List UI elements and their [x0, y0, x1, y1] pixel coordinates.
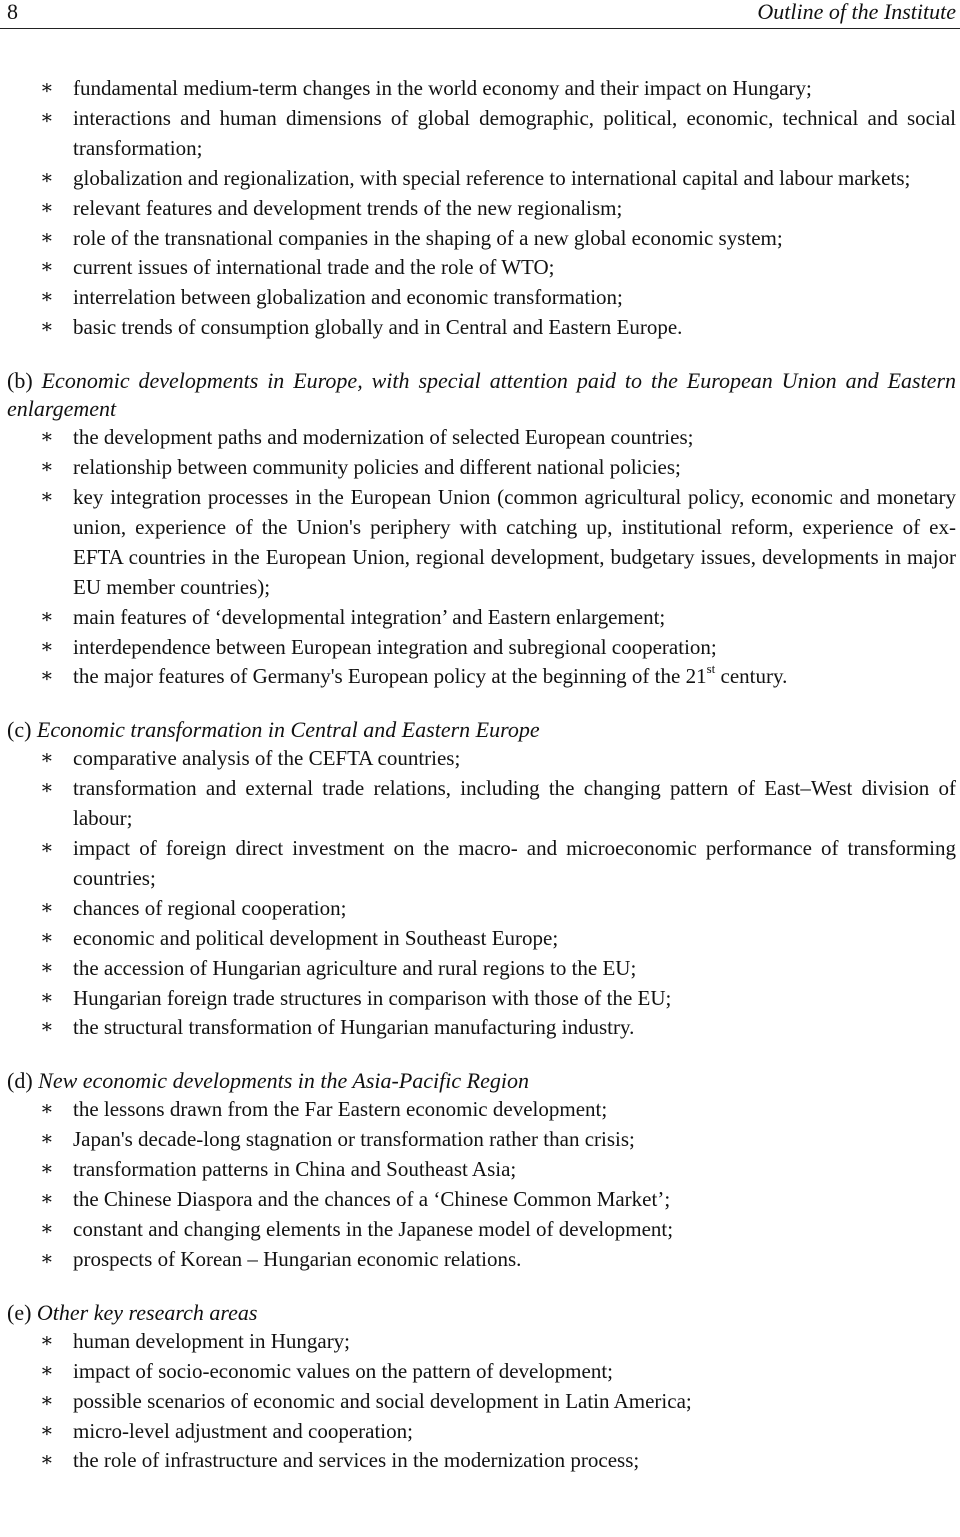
- asterisk-bullet-icon: ∗: [40, 986, 54, 1009]
- list-item-text: constant and changing elements in the Japanese model of development;: [73, 1217, 674, 1241]
- list-item-text: current issues of international trade and the role of WTO;: [73, 255, 555, 280]
- page-header: [0, 0, 960, 29]
- asterisk-bullet-icon: ∗: [40, 166, 54, 189]
- list-item: [0, 1095, 960, 1125]
- asterisk-bullet-icon: ∗: [40, 1016, 54, 1039]
- list-item-text: interactions and human dimensions of global demographic, political, economic, technical and social transformation;: [73, 105, 956, 160]
- list-item: [0, 1327, 960, 1357]
- list-item: [0, 1125, 960, 1155]
- list-item-text: main features of ‘developmental integration’ and Eastern enlargement;: [73, 604, 666, 629]
- list-item: [0, 194, 960, 224]
- asterisk-bullet-icon: ∗: [40, 106, 54, 129]
- list-item: [0, 662, 960, 692]
- asterisk-bullet-icon: ∗: [40, 665, 54, 688]
- list-item: [0, 894, 960, 924]
- list-item: [0, 483, 960, 603]
- list-item: [0, 633, 960, 663]
- list-item-text: the lessons drawn from the Far Eastern economic development;: [73, 1097, 608, 1122]
- asterisk-bullet-icon: ∗: [40, 926, 54, 949]
- asterisk-bullet-icon: ∗: [40, 485, 54, 508]
- bullet-list: [0, 1327, 960, 1477]
- asterisk-bullet-icon: ∗: [40, 1419, 54, 1442]
- list-item: [0, 774, 960, 834]
- list-item: [0, 283, 960, 313]
- asterisk-bullet-icon: ∗: [40, 77, 54, 99]
- asterisk-bullet-icon: ∗: [40, 1188, 54, 1211]
- asterisk-bullet-icon: ∗: [40, 1128, 54, 1151]
- bullet-list: [0, 423, 960, 692]
- list-item-text: fundamental medium-term changes in the world economy and their impact on Hungary;: [73, 76, 812, 100]
- section-title: New economic developments in the Asia-Pacific Region: [38, 1068, 529, 1094]
- list-item: [0, 313, 960, 343]
- list-item: [0, 253, 960, 283]
- section-b: [0, 367, 960, 692]
- asterisk-bullet-icon: ∗: [40, 316, 54, 339]
- asterisk-bullet-icon: ∗: [40, 1329, 54, 1352]
- bullet-list: [0, 1095, 960, 1274]
- list-item-text: micro-level adjustment and cooperation;: [73, 1418, 413, 1443]
- list-item: [0, 164, 960, 194]
- list-item-text: prospects of Korean – Hungarian economic relations.: [73, 1246, 522, 1271]
- list-item-text: impact of socio-economic values on the pattern of development;: [73, 1358, 613, 1383]
- list-item: [0, 603, 960, 633]
- asterisk-bullet-icon: ∗: [40, 777, 54, 800]
- asterisk-bullet-icon: ∗: [40, 747, 54, 770]
- asterisk-bullet-icon: ∗: [40, 286, 54, 309]
- list-item: [0, 1417, 960, 1447]
- section-e: [0, 1299, 960, 1477]
- list-item-text: the Chinese Diaspora and the chances of a ‘Chinese Common Market’;: [73, 1187, 671, 1212]
- asterisk-bullet-icon: ∗: [40, 1247, 54, 1270]
- asterisk-bullet-icon: ∗: [40, 256, 54, 279]
- list-item-text: basic trends of consumption globally and in Central and Eastern Europe.: [73, 315, 683, 340]
- list-item-text: chances of regional cooperation;: [73, 895, 347, 920]
- list-item: [0, 954, 960, 984]
- asterisk-bullet-icon: ∗: [40, 1359, 54, 1382]
- asterisk-bullet-icon: ∗: [40, 196, 54, 219]
- section-title: Economic developments in Europe, with special attention paid to the European Union and Eastern enlargement: [7, 368, 957, 422]
- asterisk-bullet-icon: ∗: [40, 1449, 54, 1472]
- section-heading: [0, 716, 960, 744]
- section-intro: [0, 74, 960, 343]
- section-title: Economic transformation in Central and Eastern Europe: [36, 717, 540, 743]
- asterisk-bullet-icon: ∗: [40, 635, 54, 658]
- list-item-text: the role of infrastructure and services in the modernization process;: [73, 1448, 640, 1473]
- section-heading: [0, 1067, 960, 1095]
- section-label: (c): [7, 717, 32, 743]
- list-item-text: the structural transformation of Hungarian manufacturing industry.: [73, 1015, 635, 1040]
- list-item-text: relationship between community policies and different national policies;: [73, 455, 681, 480]
- list-item-text: the accession of Hungarian agriculture and rural regions to the EU;: [73, 955, 637, 980]
- asterisk-bullet-icon: ∗: [40, 456, 54, 479]
- list-item-text: interrelation between globalization and economic transformation;: [73, 285, 623, 310]
- list-item: [0, 1446, 960, 1476]
- list-item: [0, 744, 960, 774]
- asterisk-bullet-icon: ∗: [40, 837, 54, 860]
- section-label: (b): [7, 368, 33, 394]
- bullet-list: [0, 74, 960, 343]
- list-item: [0, 224, 960, 254]
- list-item: [0, 104, 960, 164]
- section-c: [0, 716, 960, 1043]
- list-item-text: economic and political development in Southeast Europe;: [73, 925, 559, 950]
- list-item: [0, 1245, 960, 1275]
- list-item-text: human development in Hungary;: [73, 1328, 351, 1353]
- list-item: [0, 1185, 960, 1215]
- list-item-text: possible scenarios of economic and social development in Latin America;: [73, 1388, 692, 1413]
- list-item-text: transformation patterns in China and Southeast Asia;: [73, 1157, 517, 1182]
- list-item: [0, 1215, 960, 1245]
- list-item: [0, 453, 960, 483]
- list-item-text: the development paths and modernization of selected European countries;: [73, 425, 694, 450]
- bullet-list: [0, 744, 960, 1043]
- list-item-text: relevant features and development trends of the new regionalism;: [73, 195, 623, 220]
- asterisk-bullet-icon: ∗: [40, 426, 54, 449]
- running-title: Outline of the Institute: [757, 0, 956, 24]
- asterisk-bullet-icon: ∗: [40, 1158, 54, 1181]
- list-item-text: transformation and external trade relations, including the changing pattern of East–West division of labour;: [73, 776, 956, 831]
- list-item: [0, 924, 960, 954]
- list-item-text: Japan's decade-long stagnation or transformation rather than crisis;: [73, 1127, 635, 1152]
- document-body: [0, 74, 960, 1476]
- list-item-text: interdependence between European integration and subregional cooperation;: [73, 634, 717, 659]
- list-item-text: Hungarian foreign trade structures in comparison with those of the EU;: [73, 985, 672, 1010]
- list-item: [0, 1387, 960, 1417]
- list-item-text: impact of foreign direct investment on the macro- and microeconomic performance of transforming countries;: [73, 836, 956, 890]
- page-number: 8: [7, 0, 18, 24]
- list-item-text: key integration processes in the European Union (common agricultural policy, economic and monetary union, experience of the Union's periphery with catching up, institutional reform, experience of ex-EFTA countries in the European Union, regional development, budgetary issues, developments in major EU member countries);: [73, 484, 956, 599]
- asterisk-bullet-icon: ∗: [40, 605, 54, 628]
- list-item: [0, 834, 960, 894]
- section-heading: [0, 367, 960, 423]
- list-item: [0, 74, 960, 104]
- asterisk-bullet-icon: ∗: [40, 226, 54, 249]
- list-item-text: globalization and regionalization, with special reference to international capital and labour markets;: [73, 165, 911, 190]
- section-heading: [0, 1299, 960, 1327]
- asterisk-bullet-icon: ∗: [40, 1098, 54, 1121]
- list-item: [0, 423, 960, 453]
- asterisk-bullet-icon: ∗: [40, 896, 54, 919]
- section-label: (d): [7, 1068, 33, 1094]
- list-item-text: the major features of Germany's European policy at the beginning of the 21st century.: [73, 661, 788, 689]
- section-title: Other key research areas: [36, 1299, 258, 1325]
- list-item: [0, 1013, 960, 1043]
- list-item-text: comparative analysis of the CEFTA countries;: [73, 746, 461, 771]
- asterisk-bullet-icon: ∗: [40, 1389, 54, 1412]
- list-item: [0, 1357, 960, 1387]
- list-item: [0, 1155, 960, 1185]
- asterisk-bullet-icon: ∗: [40, 956, 54, 979]
- list-item-text: role of the transnational companies in the shaping of a new global economic system;: [73, 225, 783, 250]
- section-label: (e): [7, 1299, 32, 1325]
- asterisk-bullet-icon: ∗: [40, 1218, 54, 1240]
- section-d: [0, 1067, 960, 1274]
- list-item: [0, 984, 960, 1014]
